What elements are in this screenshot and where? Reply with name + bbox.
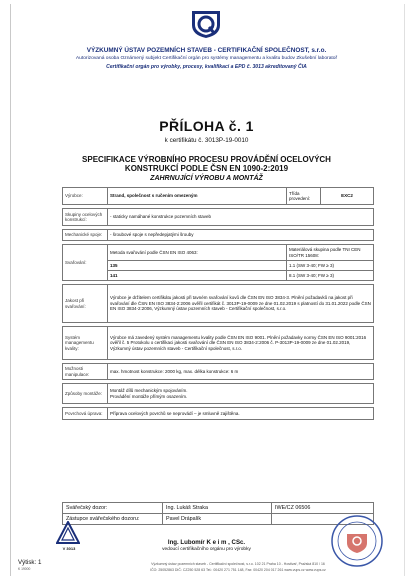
spec-line-3: ZAHRNUJÍCÍ VÝROBU A MONTÁŽ <box>150 174 263 182</box>
welding-supervisor-id: IWE/CZ 06506 <box>272 503 374 514</box>
spec-line-2: KONSTRUKCÍ PODLE ČSN EN 1090-2:2019 <box>124 164 289 174</box>
row-mech-joints <box>63 230 374 241</box>
row-groups <box>63 209 374 226</box>
sheet-sub: K 19000 <box>18 567 31 571</box>
welding-row <box>63 271 374 281</box>
page-title: PŘÍLOHA č. 1 <box>159 118 254 134</box>
assembly-line-2: Provádění montáže přímým osazením. <box>110 393 188 399</box>
accreditation-line: Autorizovaná osoba Oznámený subjekt Certifikační orgán pro systémy managementu a kvalitu budov Zkušební laboratoř <box>75 56 338 61</box>
sheet-number: Výtisk: 1 <box>18 559 42 566</box>
cert-body-line: Certifikační orgán pro výrobky, procesy, kvalifikaci a EPD č. 3013 akreditovaný ČIA <box>106 64 307 70</box>
welding-group-header: Materiálová skupina podle TNI CEN ISO/TR 15608: <box>287 245 374 261</box>
surface-label: Povrchová úprava: <box>63 408 108 420</box>
quality-system-text: Výrobce má zavedený systém managementu kvality podle ČSN EN ISO 9001. Plnění požadavky normy ČSN EN ISO 9001:2016 ověřil č. 5 Protokolu o certifikaci jakosti svařování dle ČSN EN ISO 3834-2:2006 č. P-3013P-19-0009 ze dne 01.02.2019, Výzkumný ústav pozemních staveb - Certifikační společnost, s.r.o. <box>108 327 374 360</box>
row-welding-supervisor <box>63 503 374 514</box>
welding-method-header: Metoda svařování podle ČSN EN ISO 4063: <box>108 245 287 261</box>
weld-quality-label: Jakost při svařování: <box>63 285 108 323</box>
welding-group-1: 1.1 (SW 3-40; FW ≥ 3) <box>287 261 374 271</box>
row-handling <box>63 364 374 380</box>
certificate-ref: k certifikátu č. 3013P-19-0010 <box>164 137 249 144</box>
handling-value: max. hmotnost konstrukce: 2000 kg, max. délka konstrukce: 6 m <box>108 364 374 380</box>
assembly-line-1: Montáž dílů mechanickým spojováním. <box>110 388 188 394</box>
welding-method-141: 141 <box>108 271 287 281</box>
quality-system-label: Systém managementu kvality: <box>63 327 108 360</box>
row-weld-quality <box>63 285 374 323</box>
row-quality-system <box>63 327 374 360</box>
manufacturer-value: Strand, společnost s ručením omezeným <box>108 188 287 205</box>
vups-logo-icon <box>189 9 223 39</box>
row-deputy-supervisor <box>63 514 374 525</box>
cq-mark-text: V 3013 <box>62 546 76 551</box>
groups-value: - staticky namáhané konstrukce pozemních staveb <box>108 209 374 226</box>
class-value: EXC2 <box>321 188 374 205</box>
deputy-supervisor-label: Zástupce svářečského dozoru: <box>63 514 163 525</box>
signatory-role: vedoucí certifikačního orgánu pro výrobky <box>162 547 251 552</box>
assembly-label: Způsoby montáže: <box>63 384 108 404</box>
weld-quality-text: Výrobce je držitelem certifikátu jakosti při tavném svařování kovů dle ČSN EN ISO 3834-3. Plnění požadavků na jakost při svařování dle ČSN EN ISO 3834-2:2006 ověřil certifikát č. 3013P-19-0009 ze dne 01.02.2019 s platností do 31.01.2022 podle ČSN EN ISO 3834-2:2006, Výzkumný ústav pozemních staveb - Certifikační společnost, s.r.o. <box>108 285 374 323</box>
deputy-supervisor-name: Pavel Drápalík <box>163 514 272 525</box>
class-label: Třída provedení: <box>287 188 321 205</box>
spec-heading <box>18 155 395 183</box>
footer-contacts: IČO: 25052863 DIČ: CZ250 528 63 Tel.: 00420 271 751 148, Fax: 00420 204 017 261 www.vups.cz www.vups.cz <box>150 568 326 572</box>
spec-line-1: SPECIFIKACE VÝROBNÍHO PROCESU PROVÁDĚNÍ OCELOVÝCH <box>82 155 331 164</box>
groups-label: Skupiny ocelových konstrukcí: <box>63 209 108 226</box>
welding-method-135: 135 <box>108 261 287 271</box>
mech-joints-value: - šroubové spoje s nepředepjatými šrouby <box>108 230 374 241</box>
row-surface <box>63 408 374 420</box>
mech-joints-label: Mechanické spoje: <box>63 230 108 241</box>
signatory-name: Ing. Lubomír K e i m , CSc. <box>167 539 246 546</box>
row-assembly <box>63 384 374 404</box>
org-name: VÝZKUMNÝ ÚSTAV POZEMNÍCH STAVEB - CERTIFIKAČNÍ SPOLEČNOST, s.r.o. <box>86 47 327 54</box>
assembly-value <box>108 384 374 404</box>
welding-label: Svařování: <box>63 245 108 281</box>
welding-group-2: 8.1 (SW 3-40; FW ≥ 3) <box>287 271 374 281</box>
welding-row <box>63 261 374 271</box>
handling-label: Možnosti manipulace: <box>63 364 108 380</box>
signature-table <box>62 502 374 525</box>
manufacturer-label: Výrobce: <box>63 188 108 205</box>
row-manufacturer <box>63 188 374 205</box>
row-welding-header <box>63 245 374 261</box>
spec-table <box>62 187 374 420</box>
footer-address: Výzkumný ústav pozemních staveb - Certifikační společnost, s.r.o. 102 21 Praha 10 - Hostivař, Pražská 810 / 16 <box>151 562 325 566</box>
welding-supervisor-name: Ing. Lukáš Straka <box>163 503 272 514</box>
welding-supervisor-label: Svářečský dozor: <box>63 503 163 514</box>
surface-value: Příprava ocelových povrchů se neprovádí – je smluvně zajištěna. <box>108 408 374 420</box>
